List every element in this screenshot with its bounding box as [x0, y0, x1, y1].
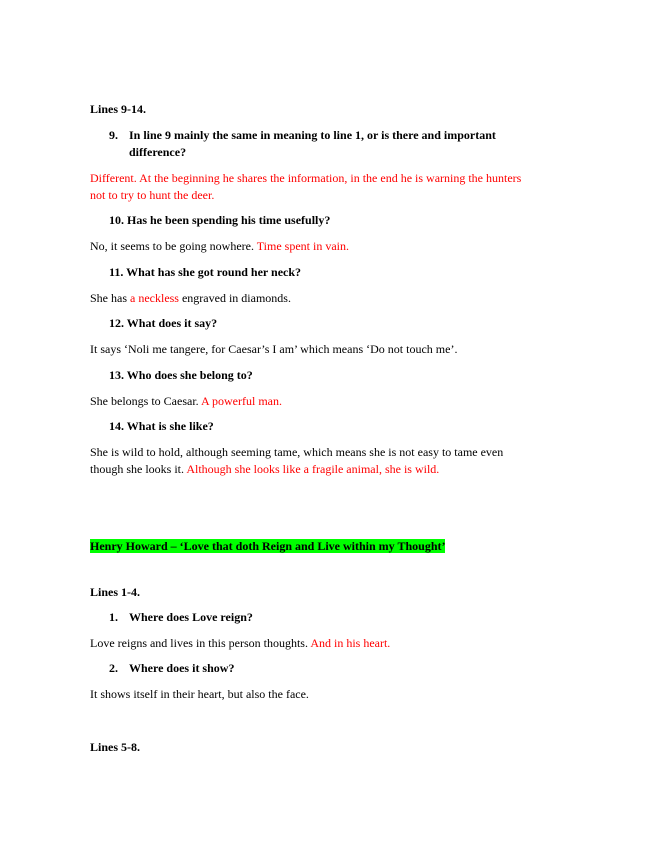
- question-s2-1-text: Where does Love reign?: [129, 610, 253, 624]
- section-heading-lines-5-8: Lines 5-8.: [90, 740, 141, 754]
- question-s2-2-number: 2.: [109, 661, 118, 675]
- poem-title-highlight: Henry Howard – ‘Love that doth Reign and Live within my Thought’: [90, 539, 446, 553]
- answer-9-line1: Different. At the beginning he shares the information, in the end he is warning the hunters: [90, 171, 522, 185]
- question-s2-2: [109, 660, 589, 677]
- question-9-text: [129, 127, 529, 161]
- answer-s2-1-highlight: And in his heart.: [310, 636, 391, 650]
- question-9-line1: In line 9 mainly the same in meaning to line 1, or is there and important: [129, 128, 496, 142]
- answer-11-highlight: a neckless: [130, 291, 179, 305]
- question-12: 12. What does it say?: [109, 316, 218, 330]
- answer-s2-2: It shows itself in their heart, but also the face.: [90, 687, 309, 701]
- answer-14: [90, 444, 570, 478]
- answer-13-highlight: A powerful man.: [201, 394, 282, 408]
- answer-13: [90, 393, 570, 410]
- question-s2-1: [109, 609, 589, 626]
- poem-title: [90, 538, 570, 555]
- question-13: 13. Who does she belong to?: [109, 368, 253, 382]
- answer-10-text: No, it seems to be going nowhere.: [90, 239, 257, 253]
- question-9-number: 9.: [109, 128, 118, 142]
- answer-13-text: She belongs to Caesar.: [90, 394, 201, 408]
- question-s2-2-text: Where does it show?: [129, 661, 235, 675]
- answer-9-line2: not to try to hunt the deer.: [90, 188, 215, 202]
- answer-10-highlight: Time spent in vain.: [256, 239, 349, 253]
- answer-s2-1-text: Love reigns and lives in this person thoughts.: [90, 636, 311, 650]
- answer-11: [90, 290, 570, 307]
- question-9-line2: difference?: [129, 145, 187, 159]
- answer-14-line1: She is wild to hold, although seeming tame, which means she is not easy to tame even: [90, 445, 504, 459]
- answer-s2-1: [90, 635, 570, 652]
- question-9: [109, 127, 549, 161]
- question-14: 14. What is she like?: [109, 419, 214, 433]
- section-heading-lines-1-4: Lines 1-4.: [90, 585, 141, 599]
- question-s2-1-number: 1.: [109, 610, 118, 624]
- answer-14-line2: though she looks it.: [90, 462, 187, 476]
- answer-10: [90, 238, 570, 255]
- section-heading-lines-9-14: Lines 9-14.: [90, 102, 147, 116]
- answer-14-highlight: Although she looks like a fragile animal, she is wild.: [186, 462, 440, 476]
- question-10: 10. Has he been spending his time usefully?: [109, 213, 331, 227]
- answer-12: It says ‘Noli me tangere, for Caesar’s I am’ which means ‘Do not touch me’.: [90, 342, 458, 356]
- question-11: 11. What has she got round her neck?: [109, 265, 302, 279]
- answer-9: [90, 170, 570, 204]
- answer-11-post: engraved in diamonds.: [178, 291, 291, 305]
- answer-11-pre: She has: [90, 291, 130, 305]
